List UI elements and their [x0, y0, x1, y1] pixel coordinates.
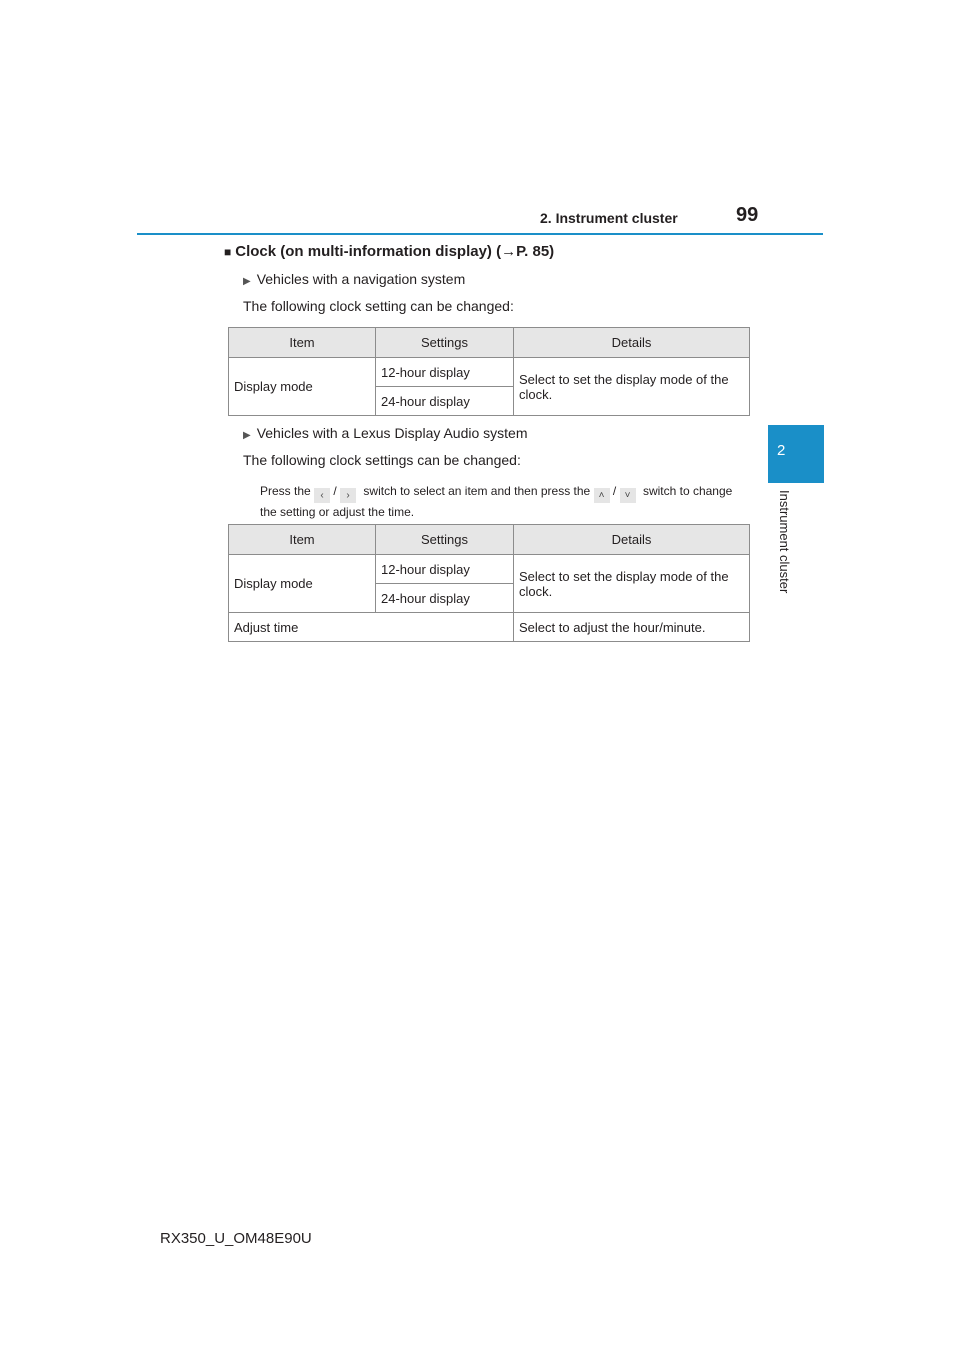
chevron-left-icon: ‹: [314, 488, 330, 503]
triangle-bullet-icon: ▶: [243, 276, 251, 287]
note-slash-1: /: [333, 484, 337, 498]
table-header-row: [229, 328, 750, 358]
item-display-mode: Display mode: [229, 358, 376, 416]
square-bullet-icon: ■: [224, 245, 232, 259]
table-header-row: [229, 525, 750, 555]
header-details: Details: [514, 525, 750, 555]
arrow-icon: →: [501, 243, 517, 260]
header-rule: [137, 233, 823, 235]
intro-navigation: The following clock setting can be changed:: [243, 298, 514, 314]
setting-12-hour: 12-hour display: [376, 555, 514, 584]
note-text-3: switch to change the setting or adjust the time.: [260, 484, 733, 519]
bullet-audio-text: Vehicles with a Lexus Display Audio system: [256, 425, 528, 441]
side-tab-number: 2: [777, 442, 786, 459]
header-settings: Settings: [376, 525, 514, 555]
chevron-up-icon: ˄: [594, 488, 610, 503]
intro-audio: The following clock settings can be changed:: [243, 452, 521, 468]
details-adjust-time: Select to adjust the hour/minute.: [514, 613, 750, 642]
setting-24-hour: 24-hour display: [376, 584, 514, 613]
setting-12-hour: 12-hour display: [376, 358, 514, 387]
page-number: 99: [736, 204, 759, 226]
item-display-mode: Display mode: [229, 555, 376, 613]
details-display-mode: Select to set the display mode of the clock.: [514, 358, 750, 416]
item-adjust-time: Adjust time: [229, 613, 514, 642]
chevron-right-icon: ›: [340, 488, 356, 503]
table-row: [229, 555, 750, 584]
chapter-title: 2. Instrument cluster: [540, 210, 678, 226]
document-code: RX350_U_OM48E90U: [160, 1230, 312, 1247]
side-tab: [768, 425, 824, 483]
note-text-1: Press the: [260, 484, 311, 498]
side-tab-label: Instrument cluster: [777, 490, 792, 594]
bullet-audio: [243, 425, 528, 441]
table-row: [229, 613, 750, 642]
details-display-mode: Select to set the display mode of the clock.: [514, 555, 750, 613]
header-details: Details: [514, 328, 750, 358]
page-reference: P. 85): [516, 243, 555, 260]
settings-table-navigation: [228, 327, 750, 416]
note-text-2: switch to select an item and then press the: [363, 484, 591, 498]
triangle-bullet-icon: ▶: [243, 430, 251, 441]
bullet-navigation-text: Vehicles with a navigation system: [256, 271, 466, 287]
chevron-down-icon: ˅: [620, 488, 636, 503]
note-slash-2: /: [612, 484, 617, 498]
bullet-navigation: [243, 271, 465, 287]
section-heading: [224, 243, 554, 260]
table-row: [229, 358, 750, 387]
section-heading-text: Clock (on multi-information display) (: [235, 243, 502, 260]
header-item: Item: [229, 328, 376, 358]
header-item: Item: [229, 525, 376, 555]
instruction-note: [260, 482, 748, 521]
header-settings: Settings: [376, 328, 514, 358]
setting-24-hour: 24-hour display: [376, 387, 514, 416]
settings-table-audio: [228, 524, 750, 642]
